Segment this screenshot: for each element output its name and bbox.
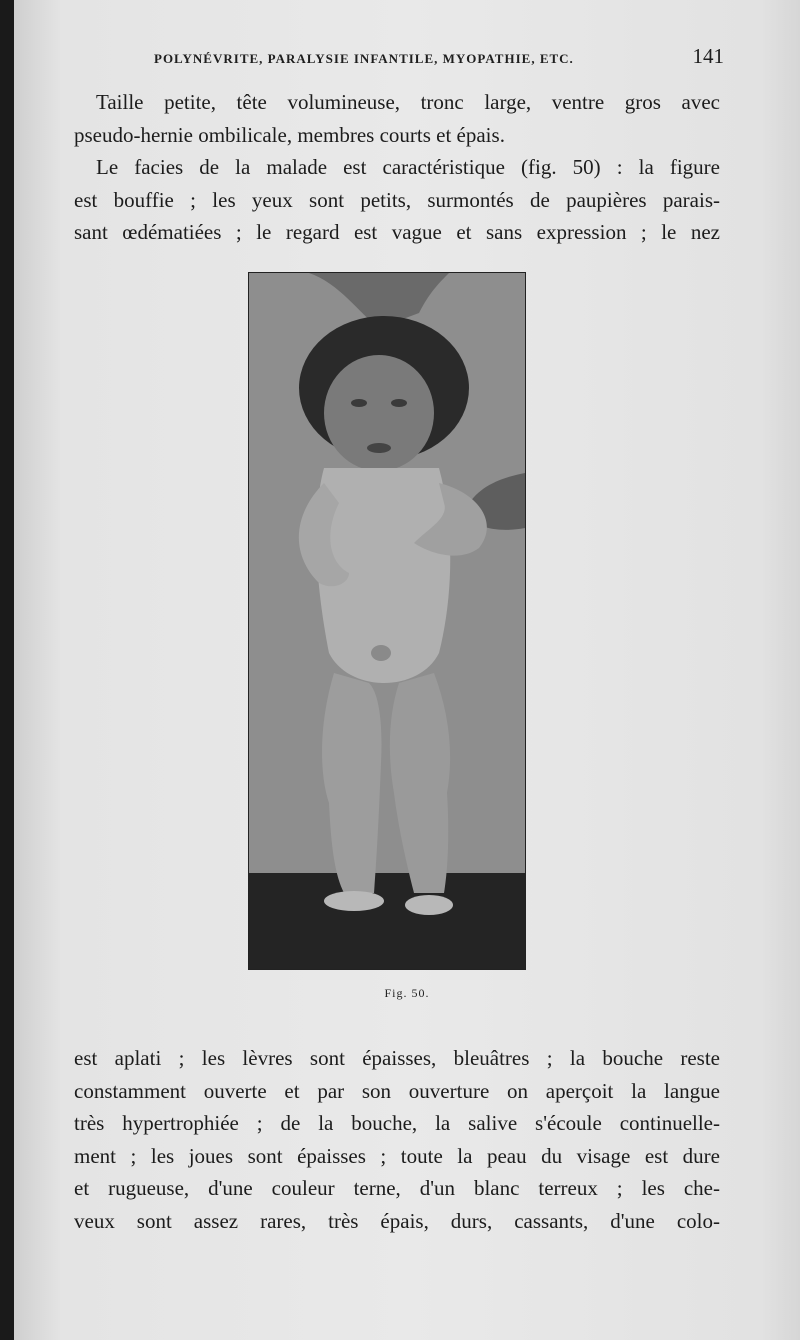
text-line: et rugueuse, d'une couleur terne, d'un blanc terreux ; les che- <box>74 1176 720 1200</box>
page-header <box>154 44 724 74</box>
text-line: pseudo-hernie ombilicale, membres courts et épais. <box>74 122 505 147</box>
figure-caption: Fig. 50. <box>384 986 430 1000</box>
book-page <box>14 0 800 1340</box>
text-line: sant œdématiées ; le regard est vague et sans expression ; le nez <box>74 220 720 244</box>
text-line: très hypertrophiée ; de la bouche, la salive s'écoule continuelle- <box>74 1111 720 1135</box>
page-number: 141 <box>692 44 724 68</box>
text-line: est bouffie ; les yeux sont petits, surmontés de paupières parais- <box>74 187 720 212</box>
text-line: veux sont assez rares, très épais, durs, cassants, d'une colo- <box>74 1208 720 1233</box>
running-head: POLYNÉVRITE, PARALYSIE INFANTILE, MYOPATHIE, ETC. <box>154 51 574 66</box>
photograph-child-standing-icon <box>249 273 525 969</box>
body-text-top <box>74 86 720 249</box>
text-line: constamment ouverte et par son ouverture on aperçoit la langue <box>74 1078 720 1103</box>
body-text-bottom <box>74 1042 720 1237</box>
figure-photograph <box>248 272 526 970</box>
text-line: est aplati ; les lèvres sont épaisses, bleuâtres ; la bouche reste <box>74 1046 720 1070</box>
text-line: Le facies de la malade est caractéristique (fig. 50) : la figure <box>96 155 720 179</box>
text-line: Taille petite, tête volumineuse, tronc large, ventre gros avec <box>96 90 720 114</box>
text-line: ment ; les joues sont épaisses ; toute la peau du visage est dure <box>74 1143 720 1168</box>
